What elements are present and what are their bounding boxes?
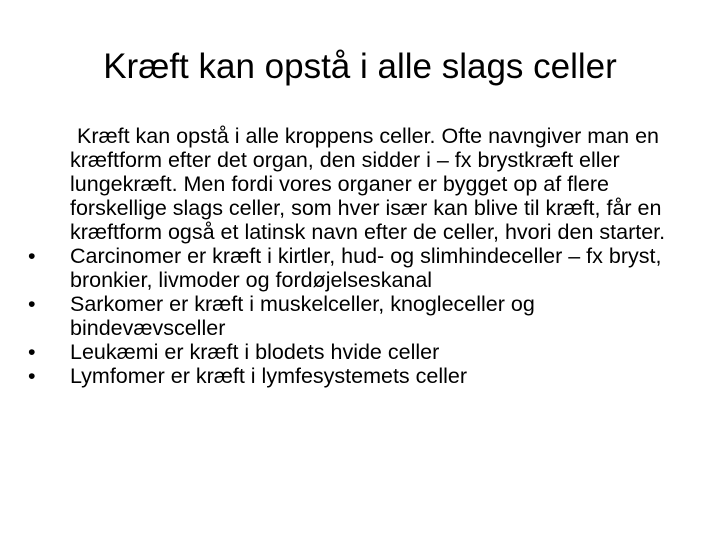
bullet-icon: •	[28, 244, 36, 268]
bullet-item-leukaemi	[28, 340, 688, 364]
bullet-item-sarkomer	[28, 292, 688, 340]
bullet-text: Carcinomer er kræft i kirtler, hud- og slimhindeceller – fx bryst, bronkier, livmoder og fordøjelseskanal	[70, 244, 662, 292]
slide-body	[28, 124, 688, 388]
intro-paragraph: Kræft kan opstå i alle kroppens celler. Ofte navngiver man en kræftform efter det organ, den sidder i – fx brystkræft eller lungekræft. Men fordi vores organer er bygget op af flere forskellige slags celler, som hver især kan blive til kræft, får en kræftform også et latinsk navn efter de celler, hvori den starter.	[70, 124, 666, 244]
bullet-item-lymfomer	[28, 364, 688, 388]
bullet-list	[28, 244, 688, 388]
bullet-icon: •	[28, 292, 36, 316]
bullet-text: Lymfomer er kræft i lymfesystemets celler	[70, 364, 468, 388]
slide-title: Kræft kan opstå i alle slags celler	[103, 47, 617, 86]
bullet-text: Leukæmi er kræft i blodets hvide celler	[70, 340, 440, 364]
bullet-icon: •	[28, 364, 36, 388]
bullet-text: Sarkomer er kræft i muskelceller, knogleceller og bindevævsceller	[70, 292, 535, 340]
bullet-item-carcinomer	[28, 244, 688, 292]
bullet-icon: •	[28, 340, 36, 364]
